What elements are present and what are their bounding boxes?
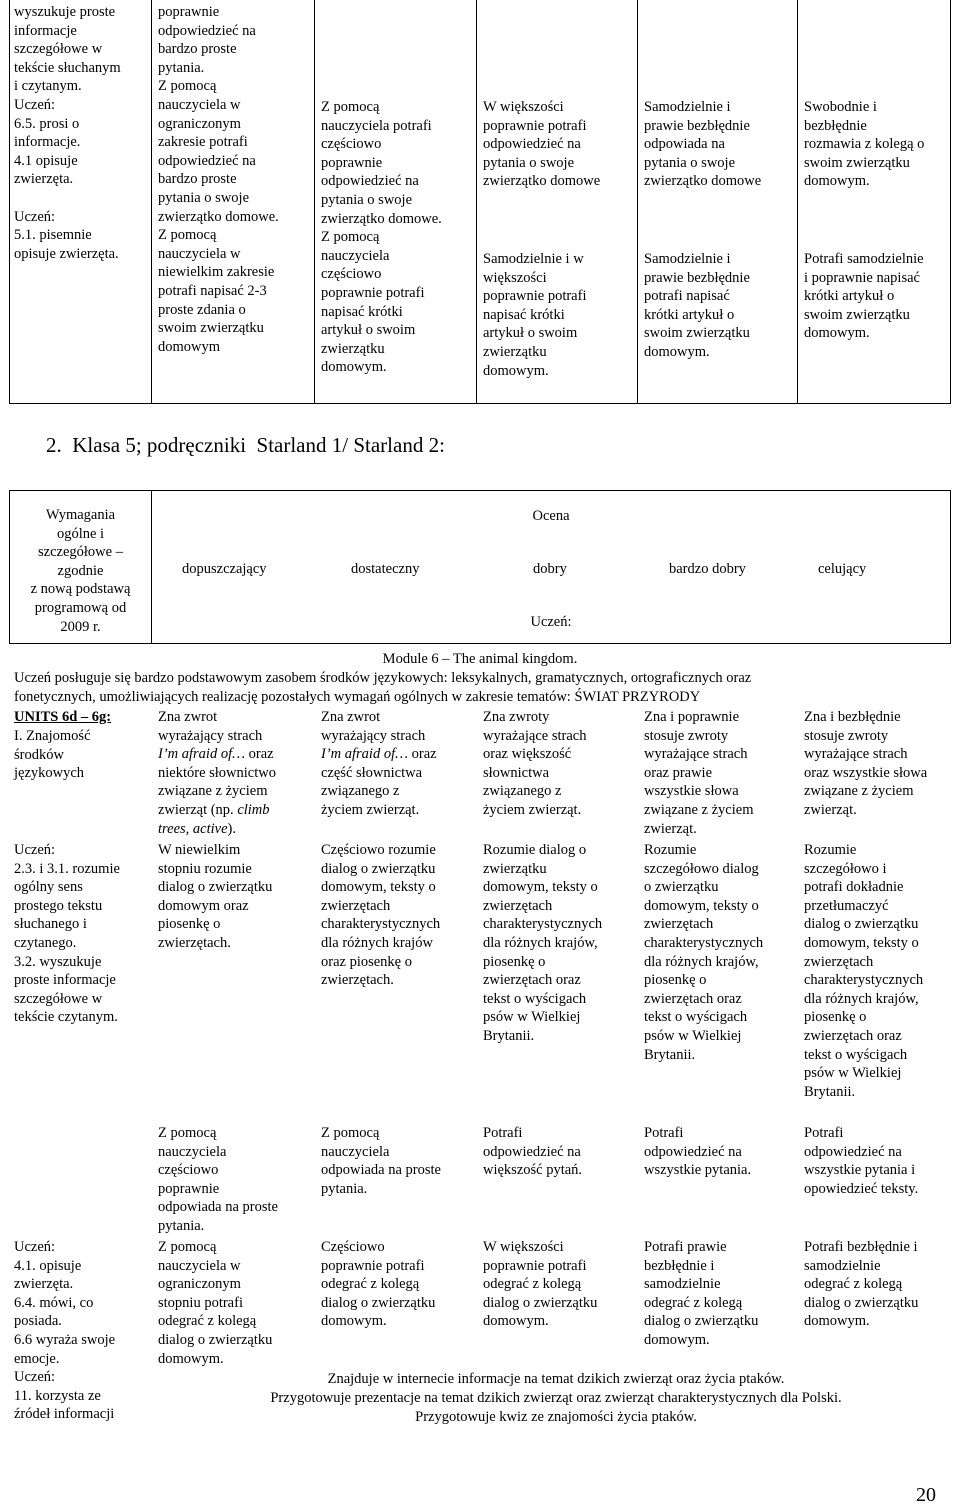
rowE-line2: Przygotowuje prezentacje na temat dzikich zwierząt oraz zwierząt charakterystycznych dla Polski. xyxy=(270,1390,842,1406)
module-intro-line1: Uczeń posługuje się bardzo podstawowym zasobem środków językowych: leksykalnych, gramatycznych, ortograficznych oraz xyxy=(14,670,752,686)
rowC-grade4: Potrafi odpowiedzieć na wszystkie pytania. xyxy=(644,1125,752,1179)
table1-grade3-speaking-cell: W większości poprawnie potrafi odpowiedzieć na pytania o swoje zwierzątko domowe xyxy=(483,99,601,190)
units-label: UNITS 6d – 6g: xyxy=(14,709,112,725)
grade-header-dopuszczajacy: dopuszczający xyxy=(182,561,267,577)
table1-border xyxy=(9,0,10,403)
table2-border xyxy=(950,490,951,644)
grade-header-dobry: dobry xyxy=(533,561,567,577)
rowB-grade1: W niewielkim stopniu rozumie dialog o zwierzątku domowym oraz piosenkę o zwierzętach. xyxy=(158,842,273,951)
rowC-grade2: Z pomocą nauczyciela odpowiada na proste pytania. xyxy=(321,1125,441,1197)
table1-grade2-cell: Z pomocą nauczyciela potrafi częściowo poprawnie odpowiedzieć na pytania o swoje zwierzątko domowe. Z pomocą nauczyciela częściowo poprawnie potrafi napisać krótki artykuł o swoim zwierzątku domowym. xyxy=(321,99,442,376)
rowB-grade5: Rozumie szczegółowo i potrafi dokładnie przetłumaczyć dialog o zwierzątku domowym, teksty o zwierzętach charakterystycznych dla różnych krajów, piosenkę o zwierzętach oraz tekst o wyścigach psów w Wielkiej Brytanii. xyxy=(804,842,924,1100)
rowA-grade2 xyxy=(321,708,475,820)
grade-header-dostateczny: dostateczny xyxy=(351,561,420,577)
table1-border xyxy=(637,0,638,403)
rowA-grade1-text-c: ). xyxy=(227,820,236,837)
rowD-grade5: Potrafi bezbłędnie i samodzielnie odegrać z kolegą dialog o zwierzątku domowym. xyxy=(804,1239,919,1330)
rowE-line3: Przygotowuje kwiz ze znajomości życia ptaków. xyxy=(415,1409,697,1425)
table1-border xyxy=(797,0,798,403)
rowA-grade1-phrase: I’m afraid of… xyxy=(158,746,245,763)
rowB-grade3: Rozumie dialog o zwierzątku domowym, teksty o zwierzętach charakterystycznych dla różnych krajów, piosenkę o zwierzętach oraz tekst o wyścigach psów w Wielkiej Brytanii. xyxy=(483,842,603,1044)
rowA-grade4: Zna i poprawnie stosuje zwroty wyrażające strach oraz prawie wszystkie słowa związane z życiem zwierząt. xyxy=(644,709,754,837)
rowC-grade1: Z pomocą nauczyciela częściowo poprawnie odpowiada na proste pytania. xyxy=(158,1125,278,1234)
rowA-requirement: I. Znajomość środków językowych xyxy=(14,728,91,782)
rowD-grade3: W większości poprawnie potrafi odegrać z kolegą dialog o zwierzątku domowym. xyxy=(483,1239,598,1330)
table1-grade5-speaking-cell: Swobodnie i bezbłędnie rozmawia z kolegą o swoim zwierzątku domowym. xyxy=(804,99,925,190)
ocena-header: Ocena xyxy=(532,508,570,524)
rowA-grade2-phrase: I’m afraid of… xyxy=(321,746,408,763)
table1-border xyxy=(314,0,315,403)
section-heading: 2. Klasa 5; podręczniki Starland 1/ Starland 2: xyxy=(46,433,445,457)
uczen-header: Uczeń: xyxy=(530,614,572,630)
rowB-requirement: Uczeń: 2.3. i 3.1. rozumie ogólny sens prostego tekstu słuchanego i czytanego. 3.2. wyszukuje proste informacje szczegółowe w tekście czytanym. xyxy=(14,842,120,1026)
rowD-grade4: Potrafi prawie bezbłędnie i samodzielnie odegrać z kolegą dialog o zwierzątku domowym. xyxy=(644,1239,759,1348)
rowE-line1: Znajduje w internecie informacje na temat dzikich zwierząt oraz życia ptaków. xyxy=(327,1371,785,1387)
rowB-grade2: Częściowo rozumie dialog o zwierzątku domowym, teksty o zwierzętach charakterystycznych dla różnych krajów oraz piosenkę o zwierzętach. xyxy=(321,842,441,989)
rowD-grade2: Częściowo poprawnie potrafi odegrać z kolegą dialog o zwierzątku domowym. xyxy=(321,1239,436,1330)
table1-grade4-writing-cell: Samodzielnie i prawie bezbłędnie potrafi napisać krótki artykuł o swoim zwierzątku domowym. xyxy=(644,251,750,360)
rowC-grade3: Potrafi odpowiedzieć na większość pytań. xyxy=(483,1125,583,1179)
grade-header-bardzo-dobry: bardzo dobry xyxy=(669,561,746,577)
rowB-grade4: Rozumie szczegółowo dialog o zwierzątku domowym, teksty o zwierzętach charakterystycznych dla różnych krajów, piosenkę o zwierzętach oraz tekst o wyścigach psów w Wielkiej Brytanii. xyxy=(644,842,764,1063)
table1-requirements-cell: wyszukuje proste informacje szczegółowe w tekście słuchanym i czytanym. Uczeń: 6.5. prosi o informacje. 4.1 opisuje zwierzęta. Uczeń: 5.1. pisemnie opisuje zwierzęta. xyxy=(14,4,121,262)
rowA-grade1-text-b: oraz niektóre słownictwo związane z życiem zwierząt (np. xyxy=(158,746,276,818)
requirements-header: Wymagania ogólne i szczegółowe – zgodnie z nową podstawą programową od 2009 r. xyxy=(30,507,131,635)
table1-grade4-speaking-cell: Samodzielnie i prawie bezbłędnie odpowiada na pytania o swoje zwierzątko domowe xyxy=(644,99,762,190)
rowA-grade2-text-a: Zna zwrot wyrażający strach xyxy=(321,709,426,744)
page-number: 20 xyxy=(916,1484,936,1506)
rowA-grade3: Zna zwroty wyrażające strach oraz większość słownictwa związanego z życiem zwierząt. xyxy=(483,709,587,818)
rowA-grade2-text-b: oraz część słownictwa związanego z życiem zwierząt. xyxy=(321,746,437,818)
grade-header-celujacy: celujący xyxy=(818,561,867,577)
table1-border xyxy=(9,403,951,404)
module-title: Module 6 – The animal kingdom. xyxy=(382,651,578,667)
rowD-requirement: Uczeń: 4.1. opisuje zwierzęta. 6.4. mówi, co posiada. 6.6 wyraża swoje emocje. Uczeń: 11. korzysta ze źródeł informacji xyxy=(14,1239,116,1423)
rowA-grade1-examples: climb trees, active xyxy=(158,801,270,837)
table1-border xyxy=(476,0,477,403)
module-intro-line2: fonetycznych, umożliwiających realizację pozostałych wymagań ogólnych w zakresie tematów: ŚWIAT PRZYRODY xyxy=(14,689,701,705)
table1-grade1-cell: poprawnie odpowiedzieć na bardzo proste pytania. Z pomocą nauczyciela w ograniczonym zakresie potrafi odpowiedzieć na bardzo proste pytania o swoje zwierzątko domowe. Z pomocą nauczyciela w niewielkim zakresie potrafi napisać 2-3 proste zdania o swoim zwierzątku domowym xyxy=(158,4,279,355)
rowA-grade1-text-a: Zna zwrot wyrażający strach xyxy=(158,709,263,744)
table1-border xyxy=(151,0,152,403)
rowA-grade5: Zna i bezbłędnie stosuje zwroty wyrażające strach oraz wszystkie słowa związane z życiem zwierząt. xyxy=(804,709,928,818)
rowD-grade1: Z pomocą nauczyciela w ograniczonym stopniu potrafi odegrać z kolegą dialog o zwierzątku domowym. xyxy=(158,1239,273,1367)
rowC-grade5: Potrafi odpowiedzieć na wszystkie pytania i opowiedzieć teksty. xyxy=(804,1125,919,1197)
table1-grade3-writing-cell: Samodzielnie i w większości poprawnie potrafi napisać krótki artykuł o swoim zwierzątku domowym. xyxy=(483,251,587,379)
table1-grade5-writing-cell: Potrafi samodzielnie i poprawnie napisać krótki artykuł o swoim zwierzątku domowym. xyxy=(804,251,924,342)
rowA-grade1 xyxy=(158,708,312,838)
